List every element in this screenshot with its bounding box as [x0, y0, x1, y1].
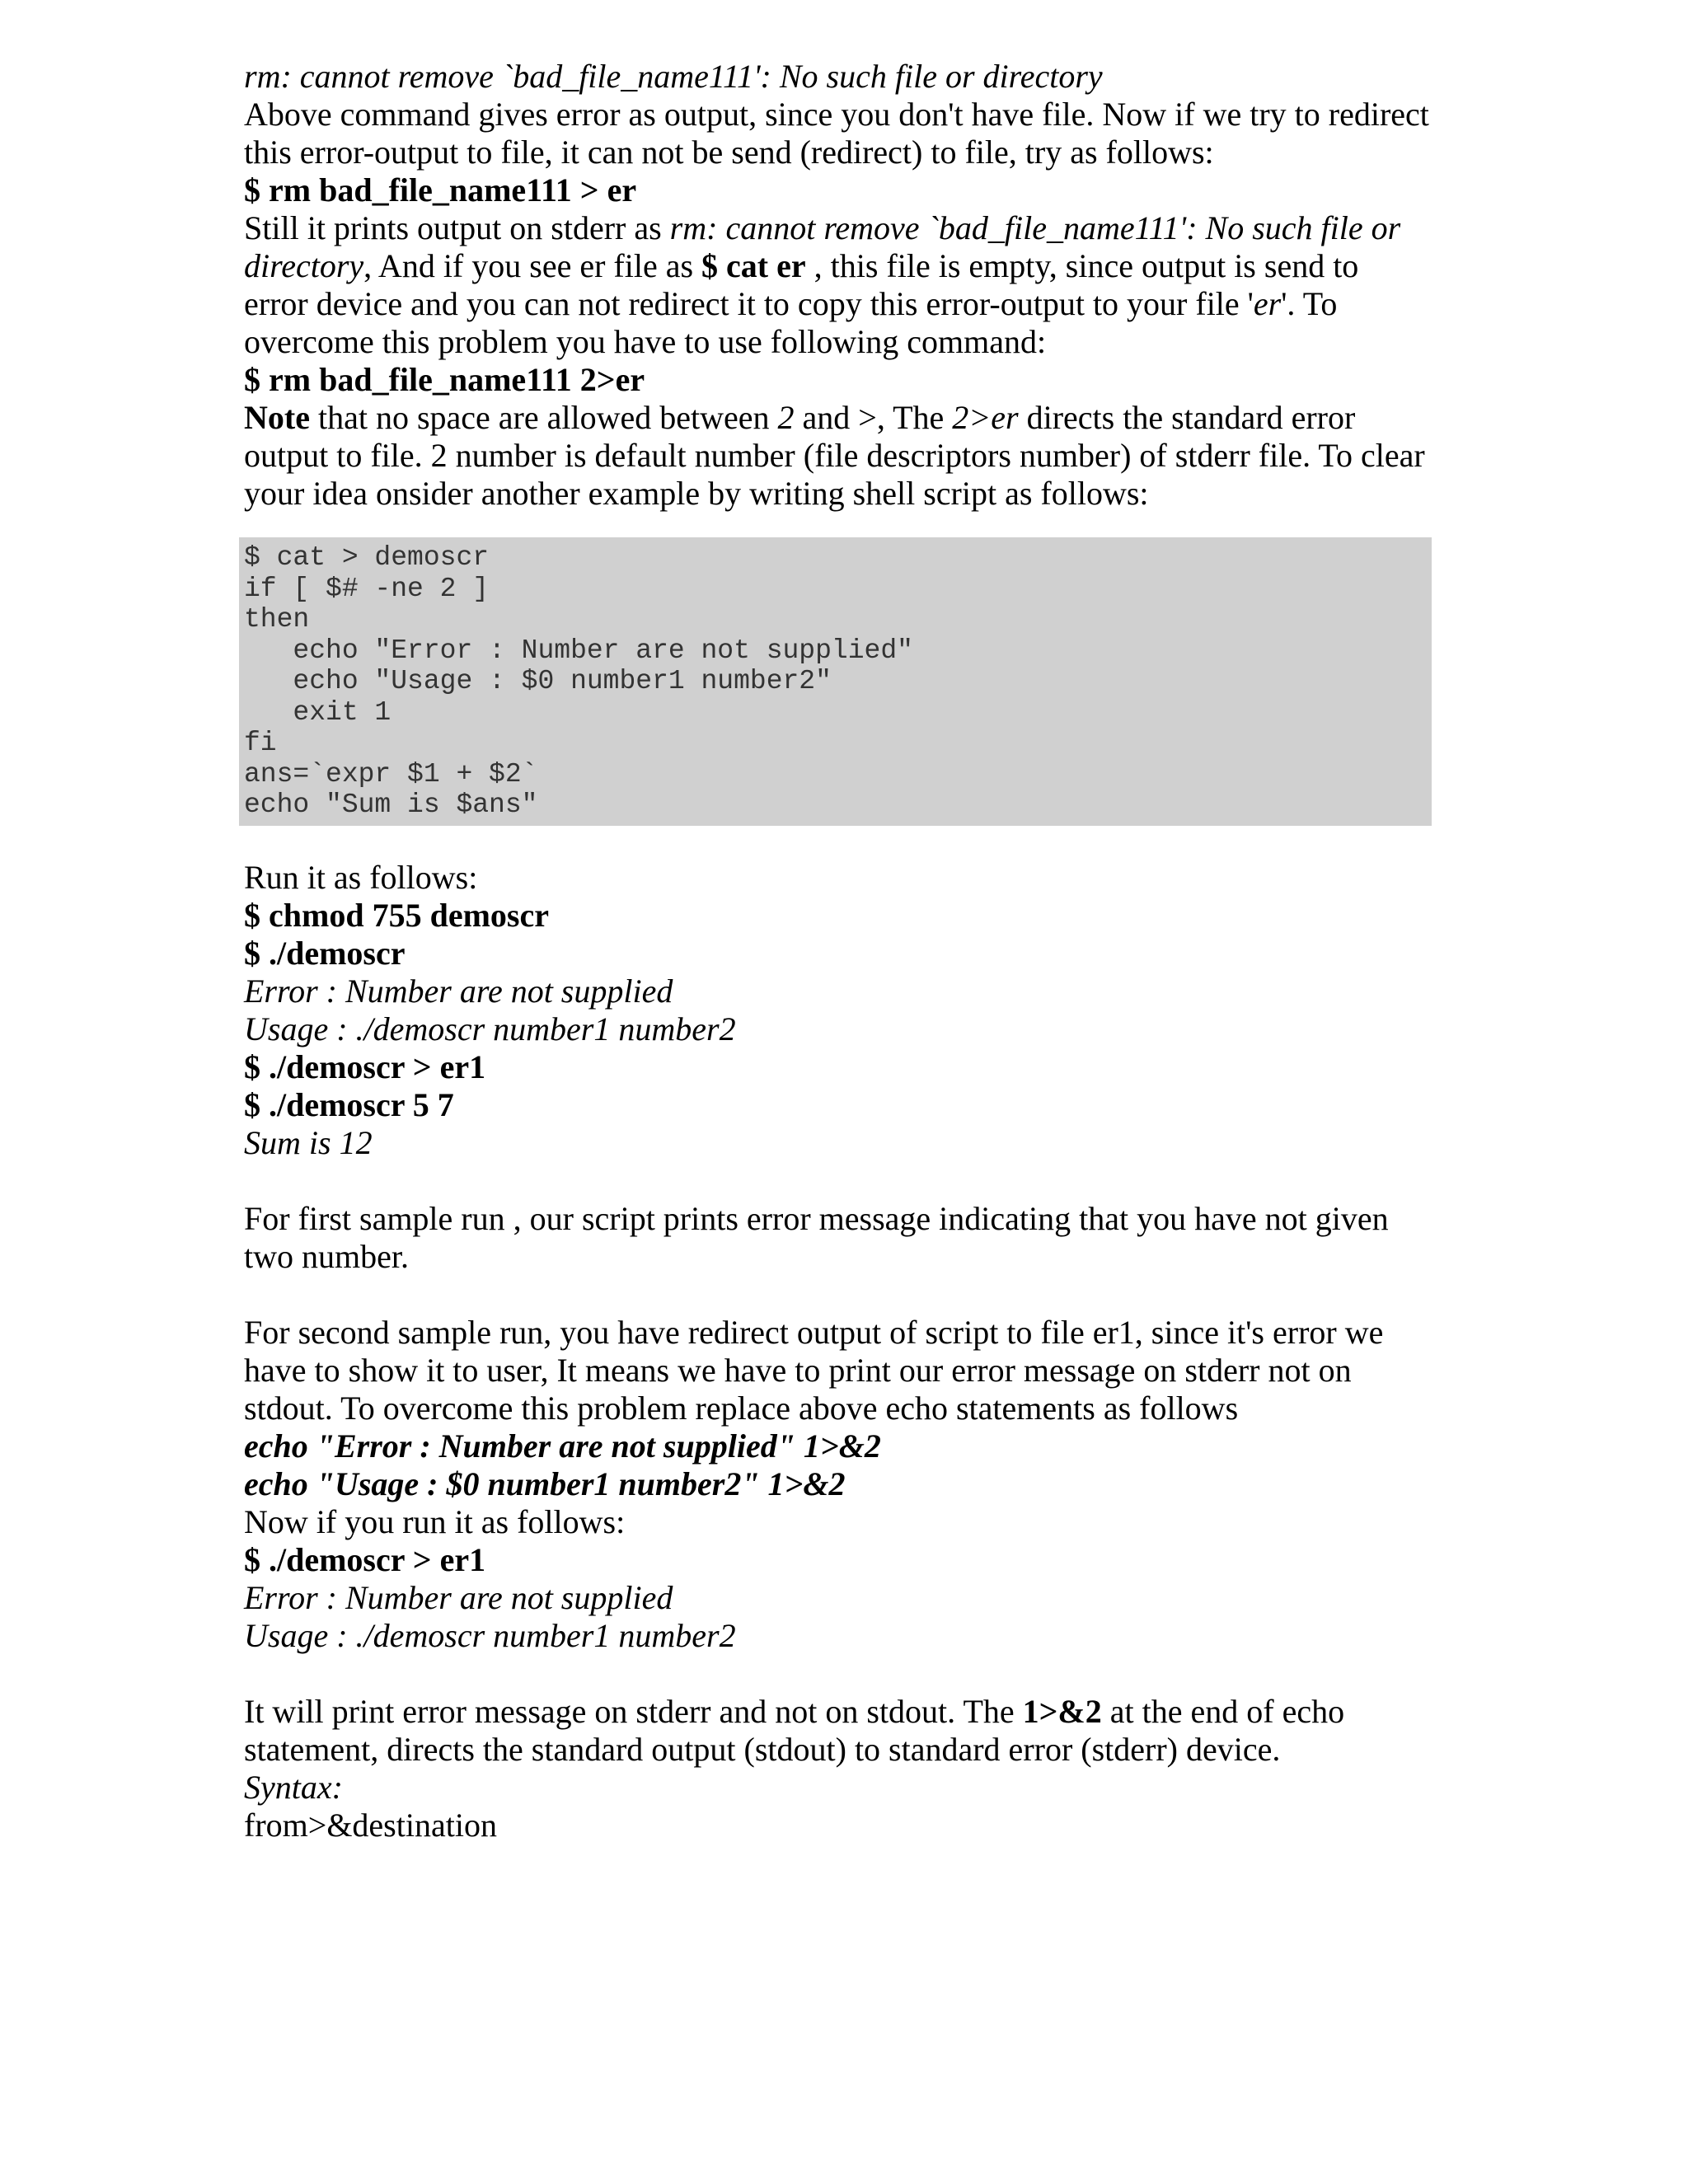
command-line: $ ./demoscr — [244, 934, 406, 972]
italic-run: 2 — [777, 399, 795, 436]
command-line: $ chmod 755 demoscr — [244, 896, 549, 934]
body-text-line — [244, 247, 1431, 285]
text-run: '. To — [1281, 285, 1338, 322]
code-line: echo "Usage : $0 number1 number2" — [244, 666, 832, 696]
body-text-line — [244, 285, 1431, 323]
text-run: directs the standard error — [1018, 399, 1356, 436]
bold-run: Note — [244, 399, 310, 436]
error-output-line: Usage : ./demoscr number1 number2 — [244, 1616, 736, 1654]
output-line: Sum is 12 — [244, 1123, 373, 1161]
error-output-line: Error : Number are not supplied — [244, 1578, 673, 1616]
code-block — [239, 537, 1432, 826]
spacer — [244, 1655, 1431, 1693]
command-line: $ ./demoscr > er1 — [244, 1540, 486, 1578]
body-text-line: this error-output to file, it can not be send (redirect) to file, try as follows: — [244, 134, 1214, 171]
body-text-line: For first sample run , our script prints error message indicating that you have not given — [244, 1199, 1389, 1237]
italic-run: directory — [244, 247, 364, 284]
body-text-line: your idea onsider another example by writing shell script as follows: — [244, 475, 1149, 512]
code-line: if [ $# -ne 2 ] — [244, 573, 490, 604]
body-text-line: Run it as follows: — [244, 858, 478, 896]
command-line: $ rm bad_file_name111 2>er — [244, 361, 645, 398]
code-line: fi — [244, 728, 277, 758]
body-text-line: two number. — [244, 1237, 409, 1275]
text-run: , this file is empty, since output is send to — [805, 247, 1359, 284]
body-text-line: statement, directs the standard output (stdout) to standard error (stderr) device. — [244, 1730, 1281, 1768]
text-run: It will print error message on stderr and not on stdout. The — [244, 1692, 1023, 1730]
code-line: echo "Error : Number are not supplied" — [244, 635, 913, 666]
code-line: exit 1 — [244, 696, 392, 728]
document-page — [244, 58, 1431, 1844]
body-text-line: output to file. 2 number is default number (file descriptors number) of stderr file. To clear — [244, 437, 1425, 474]
body-text-line — [244, 1693, 1431, 1731]
command-line: $ ./demoscr > er1 — [244, 1047, 486, 1085]
error-output-line: rm: cannot remove `bad_file_name111': No such file or directory — [244, 58, 1103, 95]
italic-run: 2>er — [952, 399, 1019, 436]
spacer — [244, 1276, 1431, 1314]
text-run: error device and you can not redirect it to copy this error-output to your file ' — [244, 285, 1254, 322]
code-line: then — [244, 604, 310, 635]
body-text-line: Above command gives error as output, since you don't have file. Now if we try to redirect — [244, 96, 1429, 133]
command-line: $ ./demoscr 5 7 — [244, 1085, 454, 1123]
command-line: $ rm bad_file_name111 > er — [244, 171, 637, 209]
bold-run: 1>&2 — [1022, 1692, 1102, 1730]
italic-run: er — [1253, 285, 1282, 322]
body-text-line: have to show it to user, It means we have to print our error message on stderr not on — [244, 1351, 1352, 1389]
error-output-line: Usage : ./demoscr number1 number2 — [244, 1010, 736, 1047]
text-run: Still it prints output on stderr as — [244, 209, 670, 246]
code-line: $ cat > demoscr — [244, 542, 490, 573]
command-line: echo "Usage : $0 number1 number2" 1>&2 — [244, 1465, 846, 1502]
spacer — [244, 826, 1431, 859]
command-line: echo "Error : Number are not supplied" 1>&2 — [244, 1427, 881, 1465]
body-text-line: overcome this problem you have to use following command: — [244, 323, 1047, 360]
body-text-line: Now if you run it as follows: — [244, 1502, 626, 1540]
text-run: , And if you see er file as — [363, 247, 702, 284]
error-output-line: Error : Number are not supplied — [244, 972, 673, 1010]
spacer — [244, 1162, 1431, 1200]
syntax-example: from>&destination — [244, 1806, 497, 1844]
text-run: and >, The — [794, 399, 953, 436]
body-text-line: stdout. To overcome this problem replace above echo statements as follows — [244, 1389, 1239, 1427]
body-text-line: For second sample run, you have redirect output of script to file er1, since it's error we — [244, 1313, 1384, 1351]
text-run: that no space are allowed between — [309, 399, 778, 436]
body-text-line — [244, 399, 1431, 437]
body-text-line — [244, 209, 1431, 247]
syntax-label: Syntax: — [244, 1768, 343, 1806]
code-line: ans=`expr $1 + $2` — [244, 758, 538, 790]
code-line: echo "Sum is $ans" — [244, 790, 538, 820]
text-run: at the end of echo — [1101, 1692, 1345, 1730]
bold-run: $ cat er — [701, 247, 806, 284]
italic-run: rm: cannot remove `bad_file_name111': No such file or — [669, 209, 1401, 246]
